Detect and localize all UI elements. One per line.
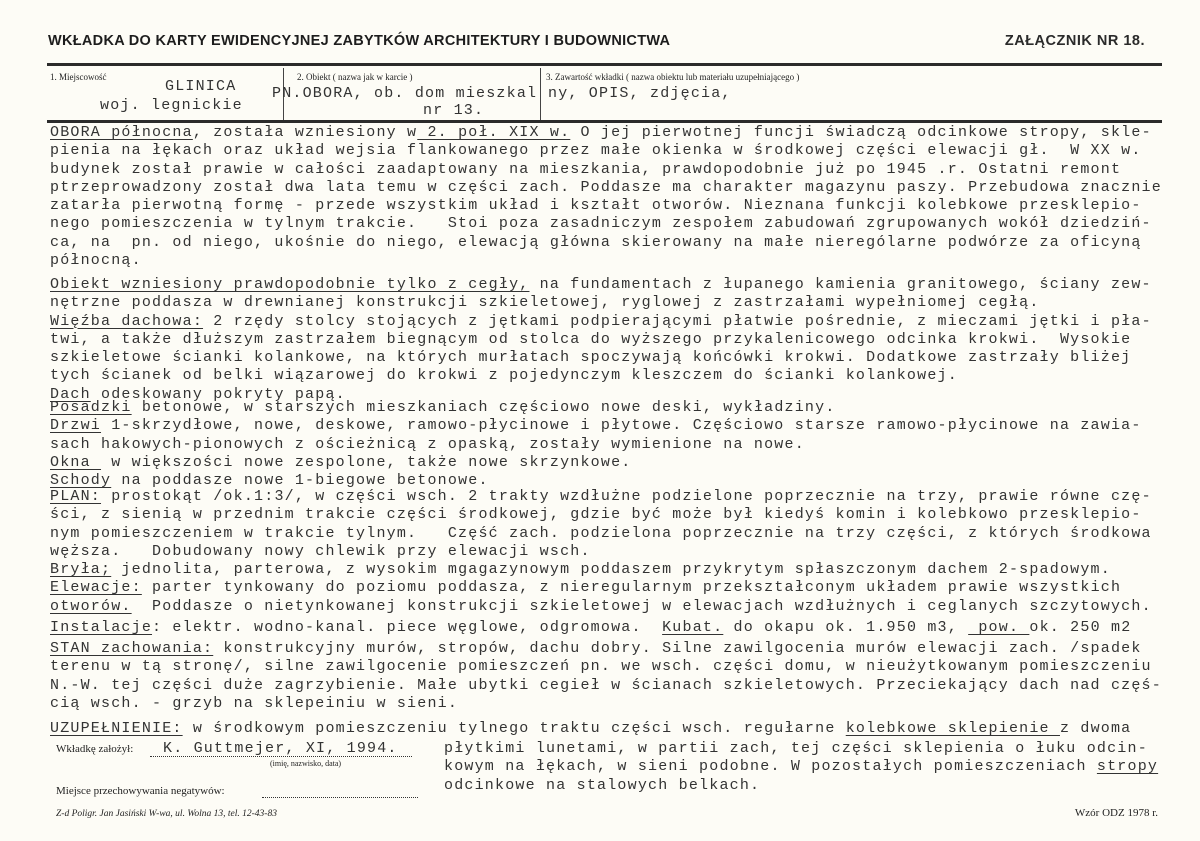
negatives-label: Miejsce przechowywania negatywów: <box>56 785 225 797</box>
text-segment: : elektr. wodno-kanal. piece węglowe, odgromowa. <box>152 619 663 636</box>
text-line <box>50 720 1131 738</box>
underlined-text: Bryła; <box>50 561 112 579</box>
text-segment: zatarła pierwotną formę - przede wszystkim układ i kształt otworów. Nieznana funkcji kolebkowe przesklepio- <box>50 197 1142 215</box>
text-line <box>50 658 1162 676</box>
text-segment: , została wzniesiony w <box>192 124 418 141</box>
text-segment: do okapu ok. 1.950 m3, <box>723 619 969 636</box>
text-segment: na fundamentach z łupanego kamienia granitowego, ściany zew- <box>529 276 1152 293</box>
underlined-text: Okna <box>50 453 102 471</box>
locality-value: GLINICA <box>165 78 237 95</box>
header-bottom-rule <box>47 120 1162 123</box>
form-version: Wzór ODZ 1978 r. <box>1074 807 1158 819</box>
negatives-dotted-line <box>262 797 418 798</box>
text-segment: konstrukcyjny murów, stropów, dachu dobry. Silne zawilgocenia murów elewacji zach. /spadek <box>213 640 1142 657</box>
contents-value: ny, OPIS, zdjęcia, <box>548 85 732 102</box>
founder-hint: (imię, nazwisko, data) <box>270 759 342 768</box>
underlined-text: PLAN: <box>50 488 102 505</box>
paragraph-supplement-continued <box>444 740 1158 795</box>
form-title: WKŁADKA DO KARTY EWIDENCYJNEJ ZABYTKÓW ARCHITEKTURY I BUDOWNICTWA <box>48 33 671 49</box>
text-segment: nętrzne poddasza w drewnianej konstrukcji szkieletowej, ryglowej z zastrzałami wypełniomej cegłą. <box>50 294 1040 312</box>
text-line <box>50 294 1152 312</box>
text-segment: kowym na łękach, w sieni podobne. W pozostałych pomieszczeniach <box>444 758 1097 776</box>
underlined-text: otworów. <box>50 597 132 615</box>
text-segment: N.-W. tej części duże zagrzybienie. Małe ubytki cegieł w ścianach szkieletowych. Przeciekający dach nad częś- <box>50 676 1162 694</box>
text-segment: z dwoma <box>1059 720 1132 737</box>
object-label: 2. Obiekt ( nazwa jak w karcie ) <box>297 72 413 82</box>
paragraph-supplement <box>50 720 1131 738</box>
text-segment: 2 rzędy stolcy stojących z jętkami podpierającymi płatwie pośrednie, z mieczami jętki i pła- <box>203 312 1152 330</box>
text-segment: 1-skrzydłowe, nowe, deskowe, ramowo-płycinowe i płytowe. Częściowo starsze ramowo-płycinowe na zawia- <box>101 417 1142 435</box>
text-segment: ca, na pn. od niego, ukośnie do niego, elewacją główna skierowany na małe nierególarne podwórze za oficyną <box>50 233 1142 251</box>
text-segment: ptrzeprowadzony został dwa lata temu w części zach. Poddasze ma charakter magazynu paszy. Przebudowa znacznie <box>50 178 1162 196</box>
underlined-text: Obiekt wzniesiony prawdopodobnie tylko z cegły, <box>50 276 530 293</box>
annex-number: ZAŁĄCZNIK NR 18. <box>1004 33 1145 49</box>
text-segment: pienia na łękach oraz układ wejsia flankowanego przez małe okienka w środkowej części elewacji gł. W XX w. <box>50 142 1142 160</box>
text-line <box>50 331 1152 349</box>
text-segment: O jej pierwotnej funcji świadczą odcinkowe stropy, skle- <box>570 124 1152 141</box>
paragraph-condition <box>50 640 1162 713</box>
text-line <box>50 161 1162 179</box>
text-segment: nego pomieszczenia w tylnym trakcie. Stoi poza zasadniczym zespołem zabudowań zgrupowanych wokół dziedziń- <box>50 215 1152 233</box>
text-segment: szkieletowe ścianki kolankowe, na których murłatach spoczywają końcówki krokwi. Dodatkowe zastrzały bliżej <box>50 349 1132 367</box>
text-line <box>50 561 1152 579</box>
printer-info: Z-d Poligr. Jan Jasiński W-wa, ul. Wolna 13, tel. 12-43-83 <box>56 809 277 819</box>
text-line <box>50 179 1162 197</box>
text-line <box>50 276 1152 294</box>
locality-label: 1. Miejscowość <box>50 72 107 82</box>
text-segment: na poddasze nowe 1-biegowe betonowe. <box>111 472 489 490</box>
underlined-text: 2. poł. XIX w. <box>417 124 571 141</box>
underlined-text: Kubat. <box>662 619 724 636</box>
paragraph-finishes <box>50 399 1142 490</box>
voivodeship-value: woj. legnickie <box>100 97 243 114</box>
underlined-text: Drzwi <box>50 417 102 435</box>
text-segment: jednolita, parterowa, z wysokim mgagazynowym poddaszem przykrytym spłaszczonym dachem 2-spadowym. <box>111 561 1111 579</box>
paragraph-description <box>50 124 1162 270</box>
text-segment: odeskowany pokryty papą. <box>90 385 346 403</box>
text-segment: parter tynkowany do poziomu poddasza, z nieregularnym przekształconym układem prawie wszystkich <box>141 579 1122 597</box>
text-line <box>444 777 1158 795</box>
text-segment: ok. 250 m2 <box>1029 619 1132 636</box>
text-segment: w większości nowe zespolone, także nowe skrzynkowe. <box>101 453 632 471</box>
text-line <box>444 758 1158 776</box>
column-divider <box>540 68 541 120</box>
text-segment: odcinkowe na stalowych belkach. <box>444 776 761 794</box>
text-line <box>50 543 1152 561</box>
text-line <box>50 598 1152 616</box>
text-line <box>50 525 1152 543</box>
founder-value: K. Guttmejer, XI, 1994. <box>163 740 398 757</box>
underlined-text: pow. <box>968 619 1030 636</box>
paragraph-construction <box>50 276 1152 404</box>
underlined-text: kolebkowe sklepienie <box>845 720 1060 737</box>
text-segment: tych ścianek od belki wiązarowej do krokwi z pojedynczym kleszczem do ścianki kolankowej. <box>50 367 958 385</box>
text-segment: północną. <box>50 252 142 270</box>
text-line <box>50 124 1162 142</box>
text-line <box>50 367 1152 385</box>
top-rule <box>47 63 1162 66</box>
text-segment: prostokąt /ok.1:3/, w części wsch. 2 trakty wzdłużne podzielone poprzecznie na trzy, prawie równe czę- <box>101 488 1152 505</box>
text-segment: terenu w tą stronę/, silne zawilgocenie pomieszczeń pn. we wsch. części domu, w nieużytkowanym pomieszczeniu <box>50 658 1152 676</box>
text-segment: sach hakowych-pionowych z ościeżnicą z opaską, zostały wymienione na nowe. <box>50 435 805 453</box>
object-value: PN.OBORA, ob. dom mieszkal <box>272 85 538 102</box>
text-line <box>50 436 1142 454</box>
text-segment: betonowe, w starszych mieszkaniach częściowo nowe deski, wykładziny. <box>131 399 836 416</box>
text-segment: Poddasze o nietynkowanej konstrukcji szkieletowej w elewacjach wzdłużnych i ceglanych szczytowych. <box>131 597 1152 615</box>
text-line <box>50 349 1152 367</box>
text-line <box>444 740 1158 758</box>
paragraph-installations <box>50 619 1131 637</box>
underlined-text: Instalacje <box>50 619 153 636</box>
text-line <box>50 619 1131 637</box>
text-segment: w środkowym pomieszczeniu tylnego traktu części wsch. regułarne <box>182 720 846 737</box>
text-line <box>50 252 1162 270</box>
text-segment: węższa. Dobudowany nowy chlewik przy elewacji wsch. <box>50 542 591 560</box>
text-line <box>50 488 1152 506</box>
underlined-text: Dach <box>50 385 91 403</box>
text-line <box>50 579 1152 597</box>
text-line <box>50 215 1162 233</box>
text-segment: nym pomieszczeniem w trakcie tylnym. Część zach. podzielona poprzecznie na trzy części, z których środkowa <box>50 524 1152 542</box>
underlined-text: STAN zachowania: <box>50 640 214 657</box>
text-segment: budynek został prawie w całości zaadaptowany na mieszkania, prawdopodobnie już po 1945 .r. Ostatni remont <box>50 160 1122 178</box>
underlined-text: Elewacje: <box>50 579 142 597</box>
text-line <box>50 677 1162 695</box>
text-segment: twi, a także dłuższym zastrzałem biegnącym od stolca do wyższego przykalenicowego odcinka krokwi. Wysokie <box>50 330 1132 348</box>
text-segment: cią wsch. - grzyb na sklepeiniu w sieni. <box>50 694 459 712</box>
paragraph-plan <box>50 488 1152 616</box>
object-number: nr 13. <box>423 102 485 119</box>
text-line <box>50 399 1142 417</box>
underlined-text: stropy <box>1096 758 1159 776</box>
underlined-text: Więźba dachowa: <box>50 312 204 330</box>
text-line <box>50 695 1162 713</box>
text-line <box>50 417 1142 435</box>
underlined-text: Schody <box>50 472 112 490</box>
founder-label: Wkładkę założył: <box>56 743 134 755</box>
text-segment: płytkimi lunetami, w partii zach, tej części sklepienia o łuku odcin- <box>444 740 1148 757</box>
text-line <box>50 142 1162 160</box>
underlined-text: Posadzki <box>50 399 132 416</box>
text-line <box>50 313 1152 331</box>
contents-label: 3. Zawartość wkładki ( nazwa obiektu lub materiału uzupełniającego ) <box>546 72 800 82</box>
text-line <box>50 454 1142 472</box>
text-line <box>50 640 1162 658</box>
underlined-text: UZUPEŁNIENIE: <box>50 720 183 737</box>
text-segment: ści, z sienią w przednim trakcie części środkowej, gdzie być może był kiedyś komin i kolebkowo przesklepio- <box>50 506 1142 524</box>
underlined-text: OBORA północna <box>50 124 193 141</box>
text-line <box>50 506 1152 524</box>
text-line <box>50 197 1162 215</box>
text-line <box>50 234 1162 252</box>
